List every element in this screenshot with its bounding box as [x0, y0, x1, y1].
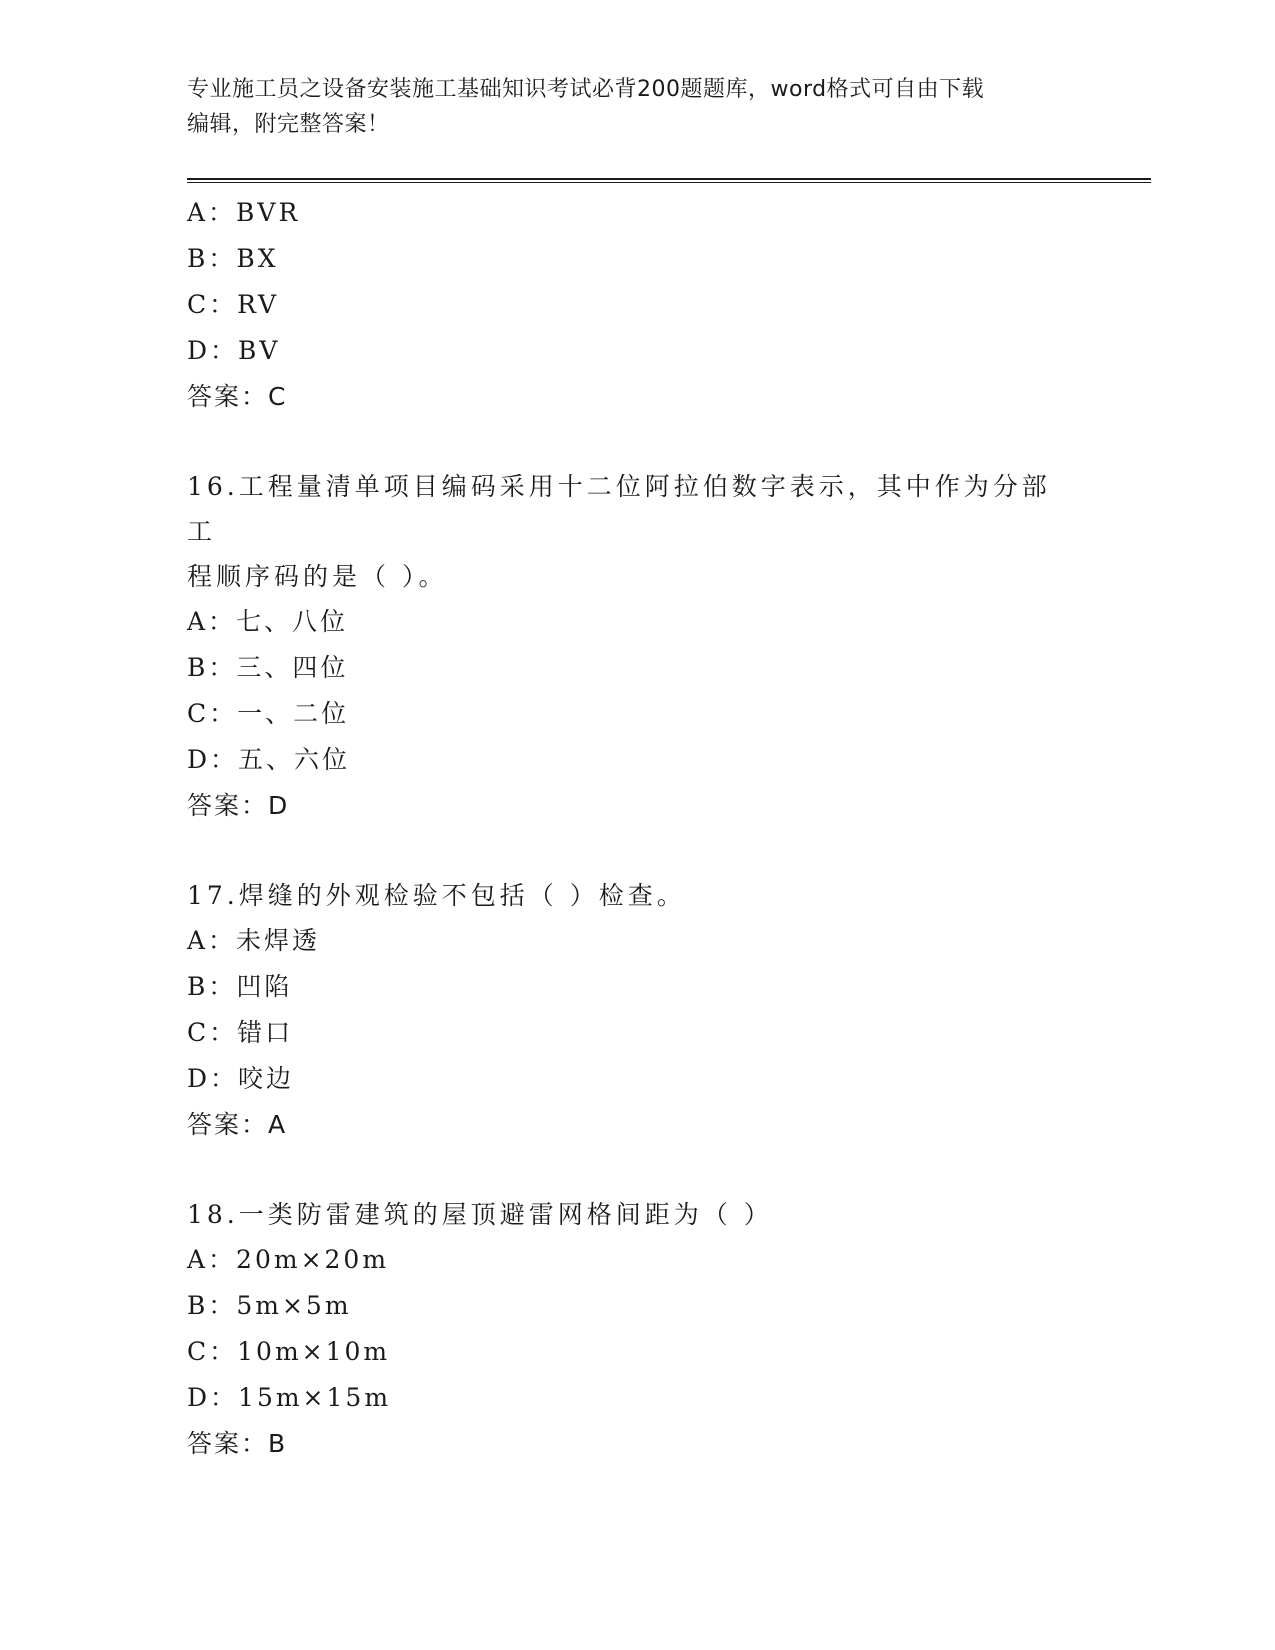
option-b: B：5m×5m — [187, 1291, 352, 1320]
question-18 — [187, 1192, 1087, 1467]
option-c: C：一、二位 — [187, 699, 350, 728]
option-a: A：BVR — [187, 198, 301, 227]
spacer — [187, 1148, 1087, 1192]
question-stem-line1: 16.工程量清单项目编码采用十二位阿拉伯数字表示，其中作为分部工 — [187, 472, 1051, 546]
option-c: C：错口 — [187, 1018, 294, 1047]
header-title-line2: 编辑，附完整答案！ — [187, 112, 390, 137]
header-divider-thick — [187, 178, 1151, 180]
spacer — [187, 829, 1087, 873]
option-b: B：凹陷 — [187, 972, 293, 1001]
answer-line: 答案：B — [187, 1429, 288, 1458]
option-a: A：七、八位 — [187, 607, 349, 636]
answer-line: 答案：D — [187, 791, 290, 820]
question-16 — [187, 464, 1087, 829]
question-15 — [187, 190, 1087, 420]
option-b: B：BX — [187, 244, 279, 273]
option-d: D：BV — [187, 336, 281, 365]
question-stem-line2: 程顺序码的是（ ）。 — [187, 562, 448, 591]
option-d: D：15m×15m — [187, 1383, 392, 1412]
question-stem: 18.一类防雷建筑的屋顶避雷网格间距为（ ） — [187, 1200, 773, 1229]
option-c: C：10m×10m — [187, 1337, 391, 1366]
question-list — [187, 190, 1087, 1467]
question-stem — [187, 464, 1067, 599]
answer-line: 答案：C — [187, 382, 288, 411]
answer-line: 答案：A — [187, 1110, 288, 1139]
option-c: C：RV — [187, 290, 280, 319]
option-d: D：五、六位 — [187, 745, 351, 774]
question-stem: 17.焊缝的外观检验不包括（ ）检查。 — [187, 881, 686, 910]
question-17 — [187, 873, 1087, 1148]
option-b: B：三、四位 — [187, 653, 349, 682]
option-d: D：咬边 — [187, 1064, 295, 1093]
header-divider-thin — [187, 182, 1151, 183]
option-a: A：未焊透 — [187, 926, 321, 955]
option-a: A：20m×20m — [187, 1245, 390, 1274]
spacer — [187, 420, 1087, 464]
header-title-line1: 专业施工员之设备安装施工基础知识考试必背200题题库，word格式可自由下载 — [187, 77, 985, 102]
document-header — [187, 72, 1087, 142]
